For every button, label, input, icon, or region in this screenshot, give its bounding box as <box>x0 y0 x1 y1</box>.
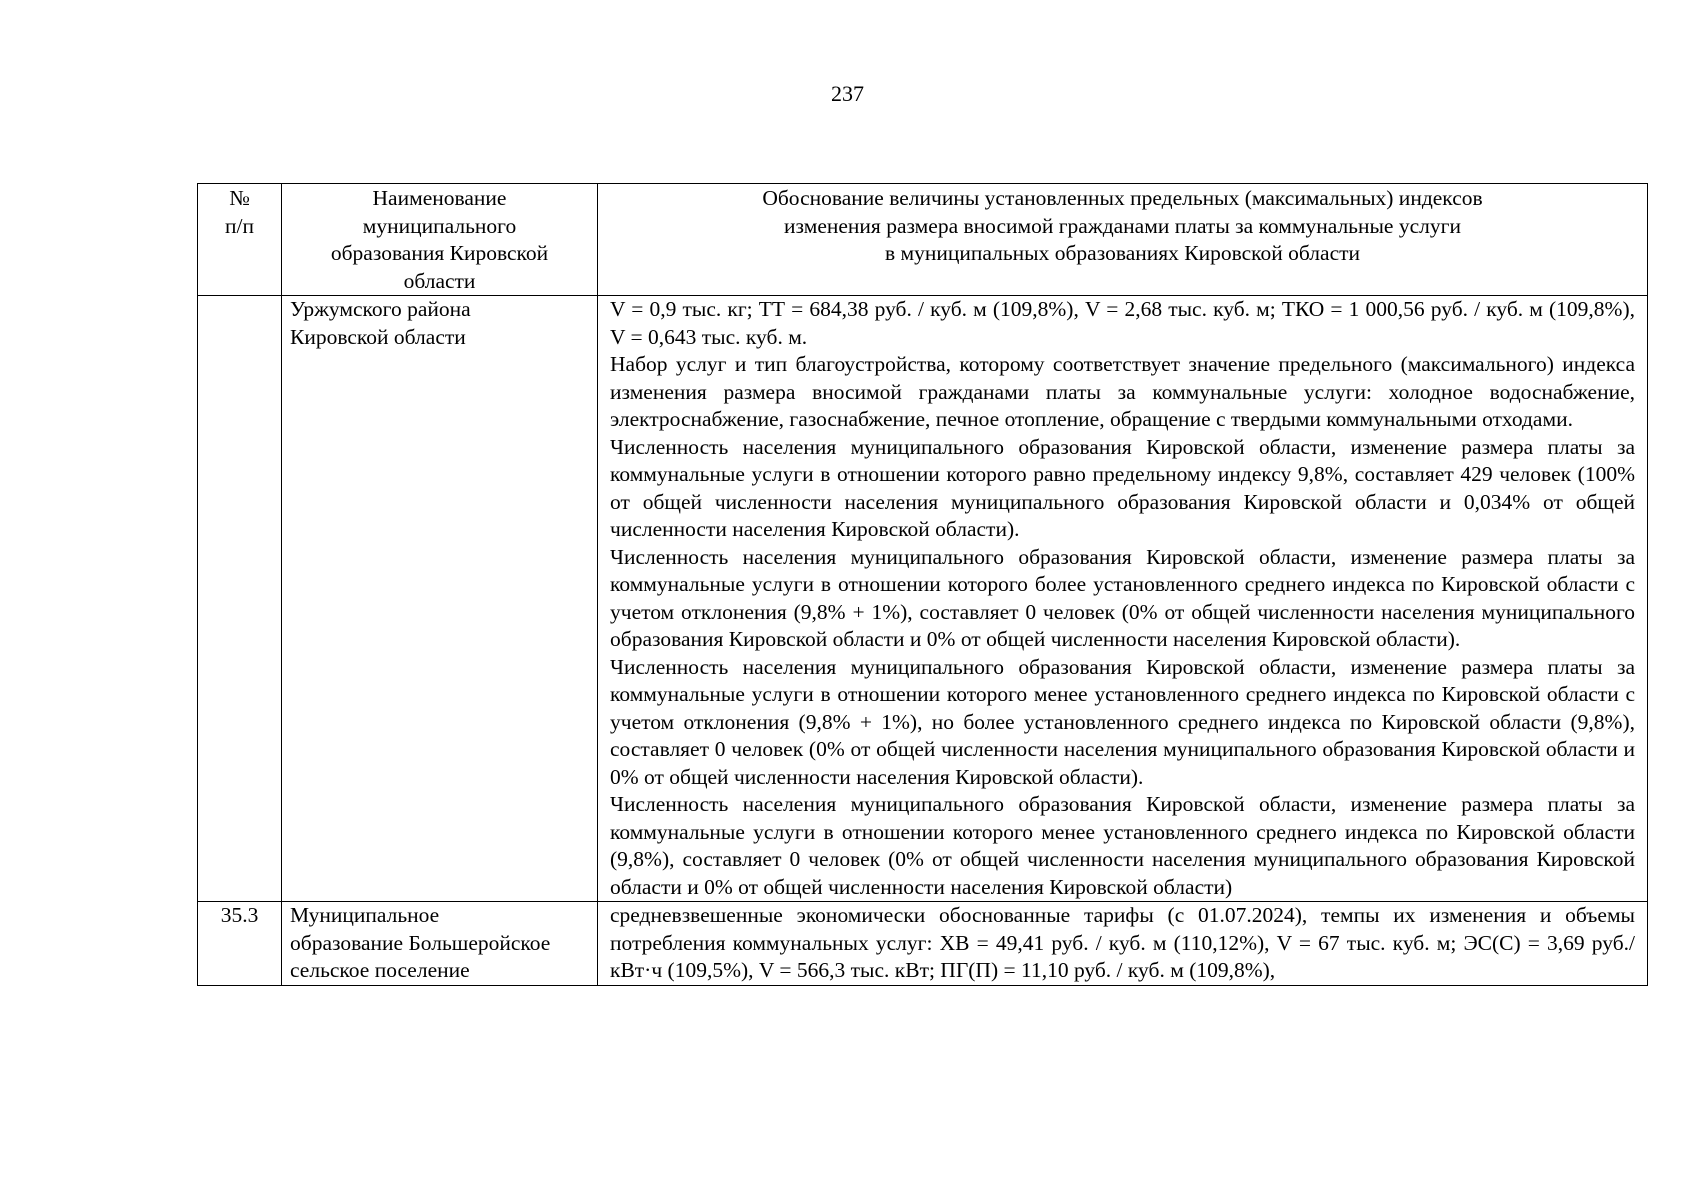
header-name-line: области <box>403 268 476 293</box>
municipality-name-line: Уржумского района <box>290 297 471 321</box>
table-row <box>198 296 1648 902</box>
municipality-name-line: сельское поселение <box>290 958 470 982</box>
header-name-line: Наименование <box>372 186 507 210</box>
page-number: 237 <box>831 81 864 106</box>
header-desc-line: Обоснование величины установленных предельных (максимальных) индексов <box>762 186 1483 210</box>
header-number-line: № <box>229 186 250 210</box>
header-name-line: муниципального <box>362 213 517 238</box>
header-justification <box>598 184 1648 296</box>
municipality-name <box>282 296 598 902</box>
row-number: 35.3 <box>198 902 282 986</box>
header-desc-line: в муниципальных образованиях Кировской области <box>884 241 1361 265</box>
tariff-paragraph: средневзвешенные экономически обоснованные тарифы (с 01.07.2024), темпы их изменения и объемы потребления коммунальных услуг: ХВ = 49,41 руб. / куб. м (110,12%), V = 67 тыс. куб. м; ЭС(С) = 3,69 руб./кВт·ч (109,5%), V = 566,3 тыс. кВт; ПГ(П) = 11,10 руб. / куб. м (109,8%), <box>610 903 1635 982</box>
population-equal-index-paragraph: Численность населения муниципального образования Кировской области, изменение размера платы за коммунальные услуги в отношении которого равно предельному индексу 9,8%, составляет 429 человек (100% от общей численности населения муниципального образования Кировской области и 0,034% от общей численности населения Кировской области). <box>610 434 1635 541</box>
services-paragraph: Набор услуг и тип благоустройства, которому соответствует значение предельного (максимального) индекса изменения размера вносимой гражданами платы за коммунальные услуги: холодное водоснабжение, электроснабжение, газоснабжение, печное отопление, обращение с твердыми коммунальными отходами. <box>610 352 1635 431</box>
population-between-paragraph: Численность населения муниципального образования Кировской области, изменение размера платы за коммунальные услуги в отношении которого менее установленного среднего индекса по Кировской области с учетом отклонения (9,8% + 1%), но более установленного среднего индекса по Кировской области (9,8%), составляет 0 человек (0% от общей численности населения муниципального образования Кировской области и 0% от общей численности населения Кировской области). <box>610 654 1635 789</box>
table-header-row <box>198 184 1648 296</box>
municipality-name-line: Муниципальное <box>290 903 440 927</box>
municipality-name-line: образование Большеройское <box>290 930 551 955</box>
header-name-line: образования Кировской <box>330 241 549 265</box>
header-municipality-name <box>282 184 598 296</box>
header-number <box>198 184 282 296</box>
row-number <box>198 296 282 902</box>
table-row <box>198 902 1648 986</box>
justification-text <box>598 902 1648 986</box>
municipality-name-line: Кировской области <box>290 324 466 349</box>
header-desc-line: изменения размера вносимой гражданами платы за коммунальные услуги <box>784 213 1461 238</box>
population-above-deviation-paragraph: Численность населения муниципального образования Кировской области, изменение размера платы за коммунальные услуги в отношении которого более установленного среднего индекса по Кировской области с учетом отклонения (9,8% + 1%), составляет 0 человек (0% от общей численности населения муниципального образования Кировской области и 0% от общей численности населения Кировской области). <box>610 544 1635 651</box>
justification-text <box>598 296 1648 902</box>
tariff-paragraph: V = 0,9 тыс. кг; ТТ = 684,38 руб. / куб. м (109,8%), V = 2,68 тыс. куб. м; ТКО = 1 000,56 руб. / куб. м (109,8%), V = 0,643 тыс. куб. м. <box>610 297 1635 349</box>
header-number-line: п/п <box>225 213 254 238</box>
population-below-average-paragraph: Численность населения муниципального образования Кировской области, изменение размера платы за коммунальные услуги в отношении которого менее установленного среднего индекса по Кировской области (9,8%), составляет 0 человек (0% от общей численности населения муниципального образования Кировской области и 0% от общей численности населения Кировской области) <box>610 792 1635 899</box>
justification-table <box>197 183 1648 986</box>
municipality-name <box>282 902 598 986</box>
